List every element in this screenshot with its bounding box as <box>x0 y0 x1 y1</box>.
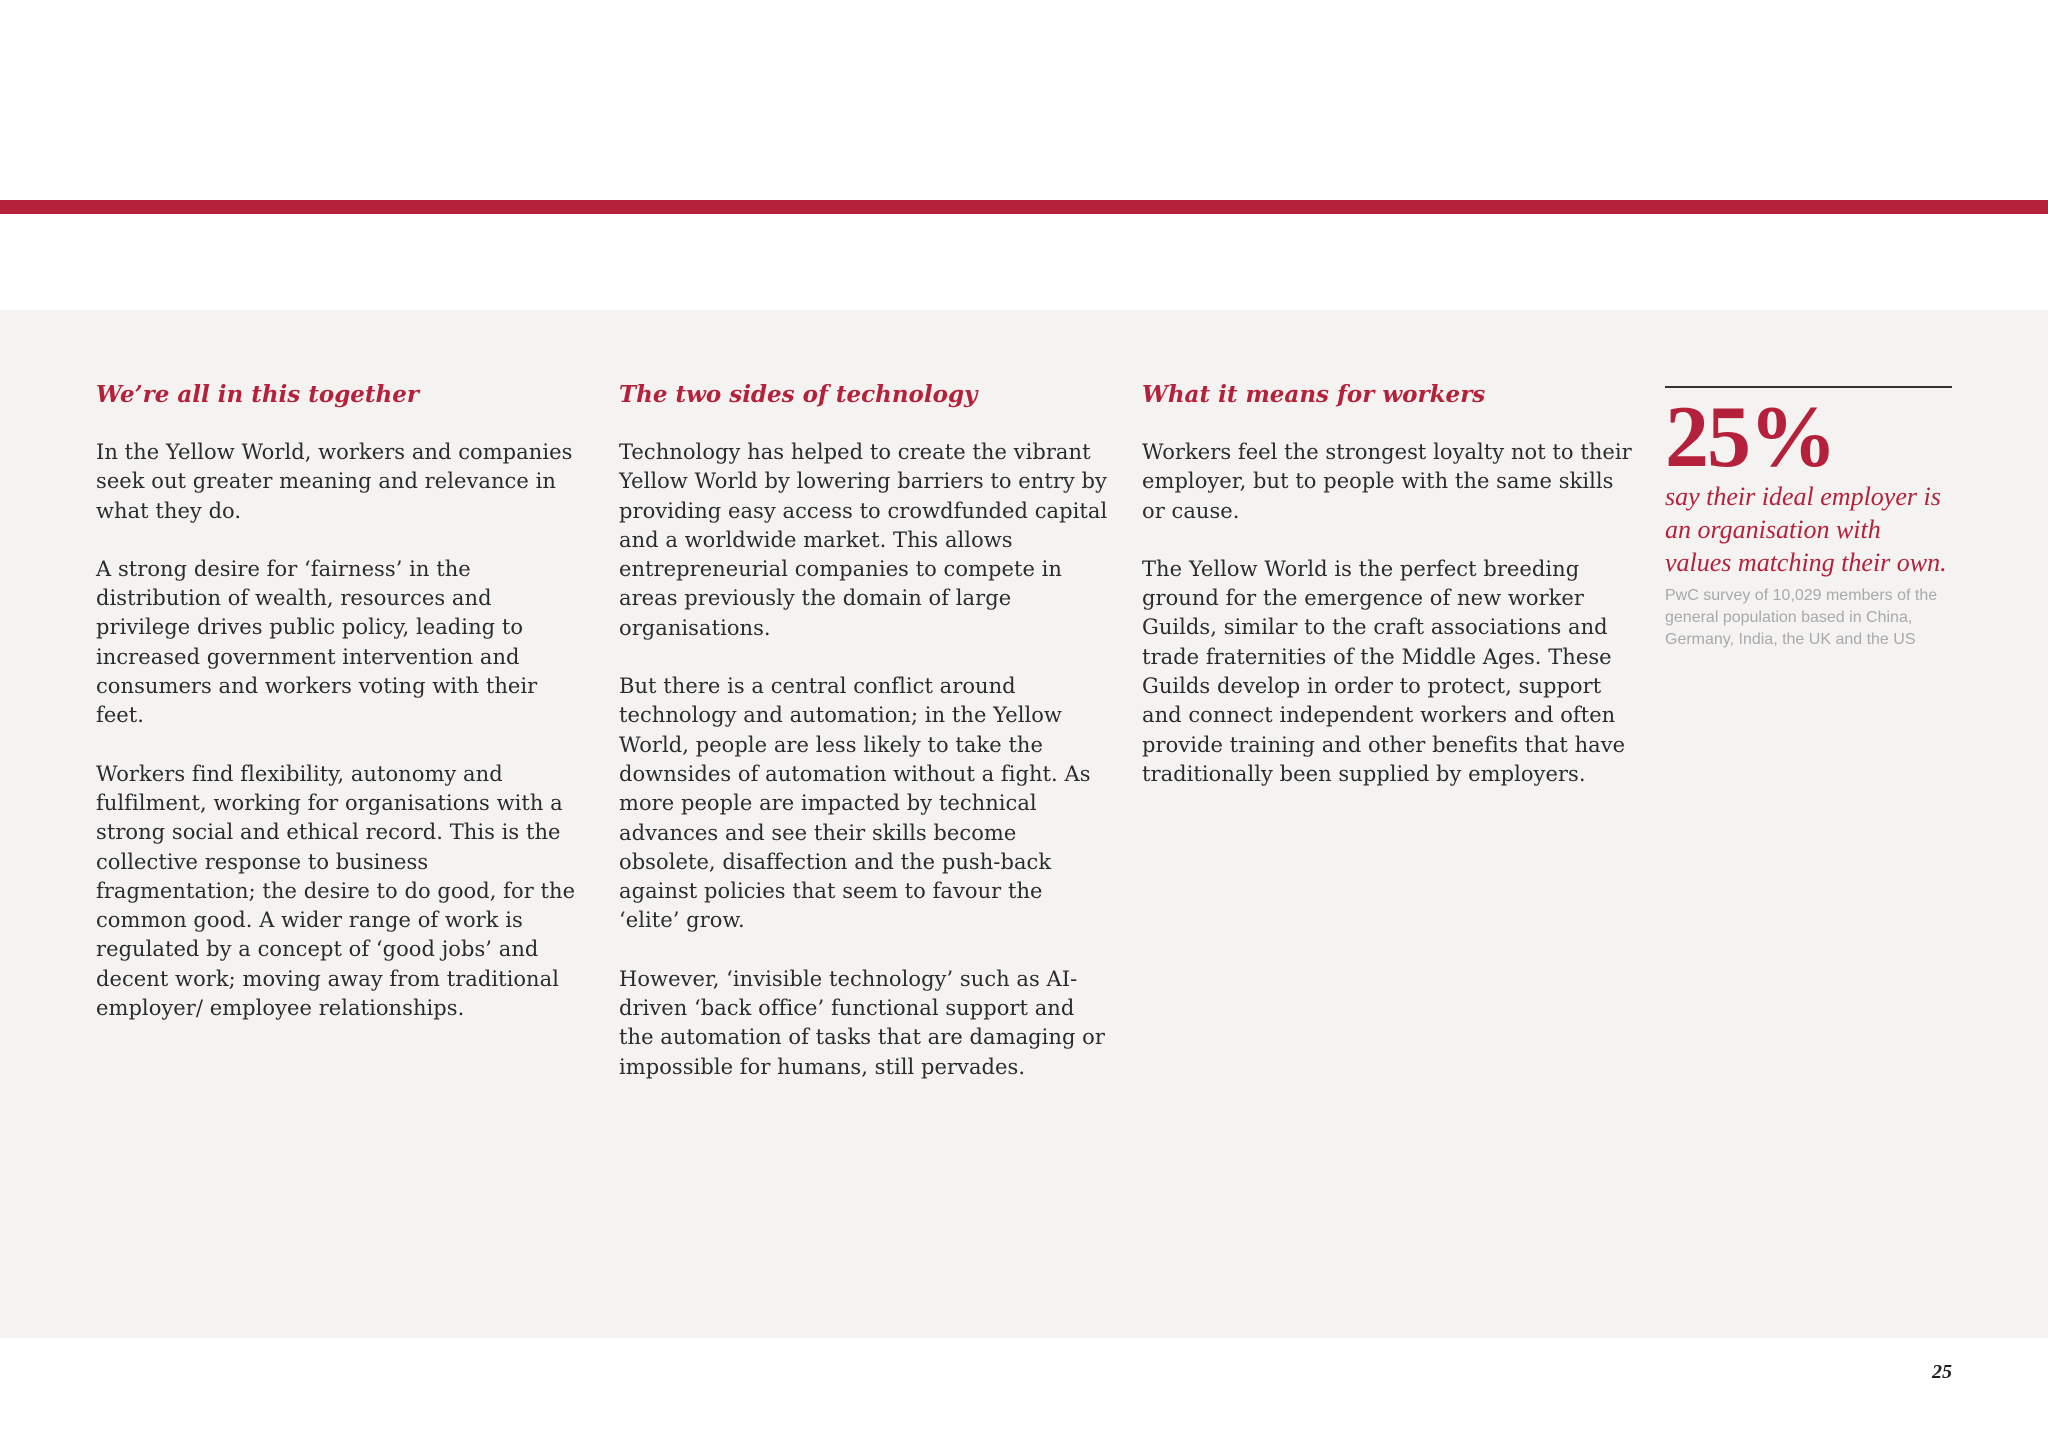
paragraph: However, ‘invisible technology’ such as AI-driven ‘back office’ functional support and the automation of tasks that are damaging or impossible for humans, still pervades. <box>619 966 1105 1079</box>
header-red-rule <box>0 200 2048 214</box>
paragraph: Workers feel the strongest loyalty not to their employer, but to people with the same skills or cause. <box>1142 440 1632 523</box>
paragraph: Technology has helped to create the vibrant Yellow World by lowering barriers to entry by providing easy access to crowdfunded capital and a worldwide market. This allows entrepreneurial companies to compete in areas previously the domain of large organisations. <box>619 440 1108 640</box>
stat-divider <box>1665 386 1952 388</box>
column-together <box>96 380 586 1052</box>
paragraph: The Yellow World is the perfect breeding ground for the emergence of new worker Guilds, similar to the craft associations and trade fraternities of the Middle Ages. These Guilds develop in order to protect, support and connect independent workers and often provide training and other benefits that have traditionally been supplied by employers. <box>1142 556 1626 786</box>
paragraph: In the Yellow World, workers and companies seek out greater meaning and relevance in what they do. <box>96 440 573 523</box>
stat-number: 25% <box>1665 389 1835 486</box>
section-heading: We’re all in this together <box>96 381 420 408</box>
column-technology <box>619 380 1109 1111</box>
stat-description: say their ideal employer is an organisation with values matching their own. <box>1665 482 1947 577</box>
stat-callout <box>1665 386 1952 651</box>
section-heading: What it means for workers <box>1142 381 1486 408</box>
stat-source: PwC survey of 10,029 members of the general population based in China, Germany, India, the UK and the US <box>1665 587 1938 648</box>
section-heading: The two sides of technology <box>619 381 978 408</box>
paragraph: But there is a central conflict around technology and automation; in the Yellow World, people are less likely to take the downsides of automation without a fight. As more people are impacted by technical advances and see their skills become obsolete, disaffection and the push-back against policies that seem to favour the ‘elite’ grow. <box>619 674 1091 933</box>
column-workers <box>1142 380 1632 818</box>
page-number: 25 <box>1932 1361 1952 1383</box>
paragraph: A strong desire for ‘fairness’ in the distribution of wealth, resources and privilege drives public policy, leading to increased government intervention and consumers and workers voting with their feet. <box>96 556 538 728</box>
paragraph: Workers find flexibility, autonomy and fulfilment, working for organisations with a strong social and ethical record. This is the collective response to business fragmentation; the desire to do good, for the common good. A wider range of work is regulated by a concept of ‘good jobs’ and decent work; moving away from traditional employer/ employee relationships. <box>96 761 576 1021</box>
